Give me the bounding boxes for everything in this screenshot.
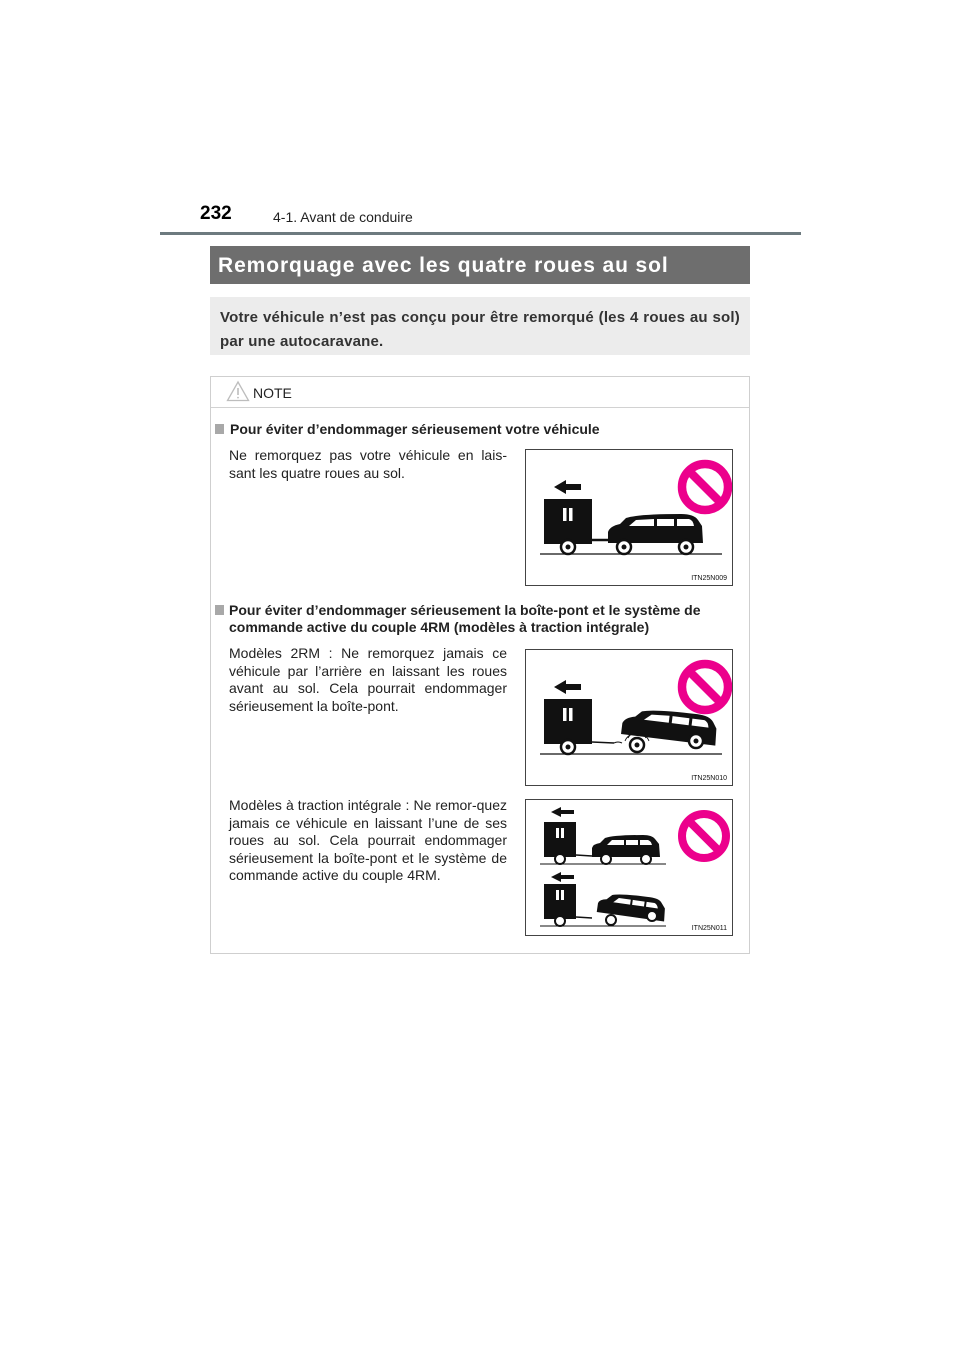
motorhome-silhouette	[544, 699, 592, 744]
motorhome-silhouette	[544, 884, 576, 919]
header-rule	[160, 232, 801, 235]
figure-3	[525, 799, 733, 936]
note-header	[211, 377, 749, 408]
towing-illustration-front-wheels	[526, 650, 732, 785]
note-subheading-1: Pour éviter d’endommager sérieusement votre véhicule	[215, 421, 600, 438]
towing-illustration-all-wheels	[526, 450, 732, 585]
left-arrow-icon	[554, 680, 581, 694]
note-label: NOTE	[253, 385, 292, 401]
note-text-3: Modèles à traction intégrale : Ne remor-quez jamais ce véhicule en laissant l’une de ses roues au sol. Cela pourrait endommager sérieusement la boîte-pont et le système de commande active du couple 4RM.	[229, 797, 507, 883]
figure-code: ITN25N010	[691, 775, 727, 782]
motorhome-silhouette	[544, 822, 576, 857]
section-title: Remorquage avec les quatre roues au sol	[210, 246, 750, 284]
square-bullet-icon	[215, 424, 224, 434]
prohibition-icon	[682, 464, 728, 510]
figure-1	[525, 449, 733, 586]
chapter-title: 4-1. Avant de conduire	[273, 209, 413, 225]
note-box	[210, 376, 750, 954]
note-subheading-2: Pour éviter d’endommager sérieusement la boîte-pont et le système de commande active du couple 4RM (modèles à traction intégrale)	[215, 602, 745, 636]
prohibition-icon	[682, 664, 728, 710]
left-arrow-icon	[551, 807, 574, 817]
car-silhouette	[608, 514, 703, 543]
left-arrow-icon	[551, 872, 574, 882]
figure-code: ITN25N009	[691, 575, 727, 582]
note-text-2: Modèles 2RM : Ne remorquez jamais ce véhicule par l’arrière en laissant les roues avant au sol. Cela pourrait endommager sérieusement la boîte-pont.	[229, 645, 507, 714]
figure-2	[525, 649, 733, 786]
left-arrow-icon	[554, 480, 581, 494]
page-number: 232	[200, 203, 232, 224]
square-bullet-icon	[215, 605, 224, 615]
figure-code: ITN25N011	[691, 925, 727, 932]
motorhome-silhouette	[544, 499, 592, 544]
intro-text: Votre véhicule n’est pas conçu pour être remorqué (les 4 roues au sol) par une autocaravane.	[210, 297, 750, 355]
warning-triangle-icon	[226, 380, 250, 402]
towing-illustration-awd	[526, 800, 732, 935]
prohibition-icon	[682, 814, 726, 858]
note-text-1: Ne remorquez pas votre véhicule en lais-sant les quatre roues au sol.	[229, 447, 507, 481]
